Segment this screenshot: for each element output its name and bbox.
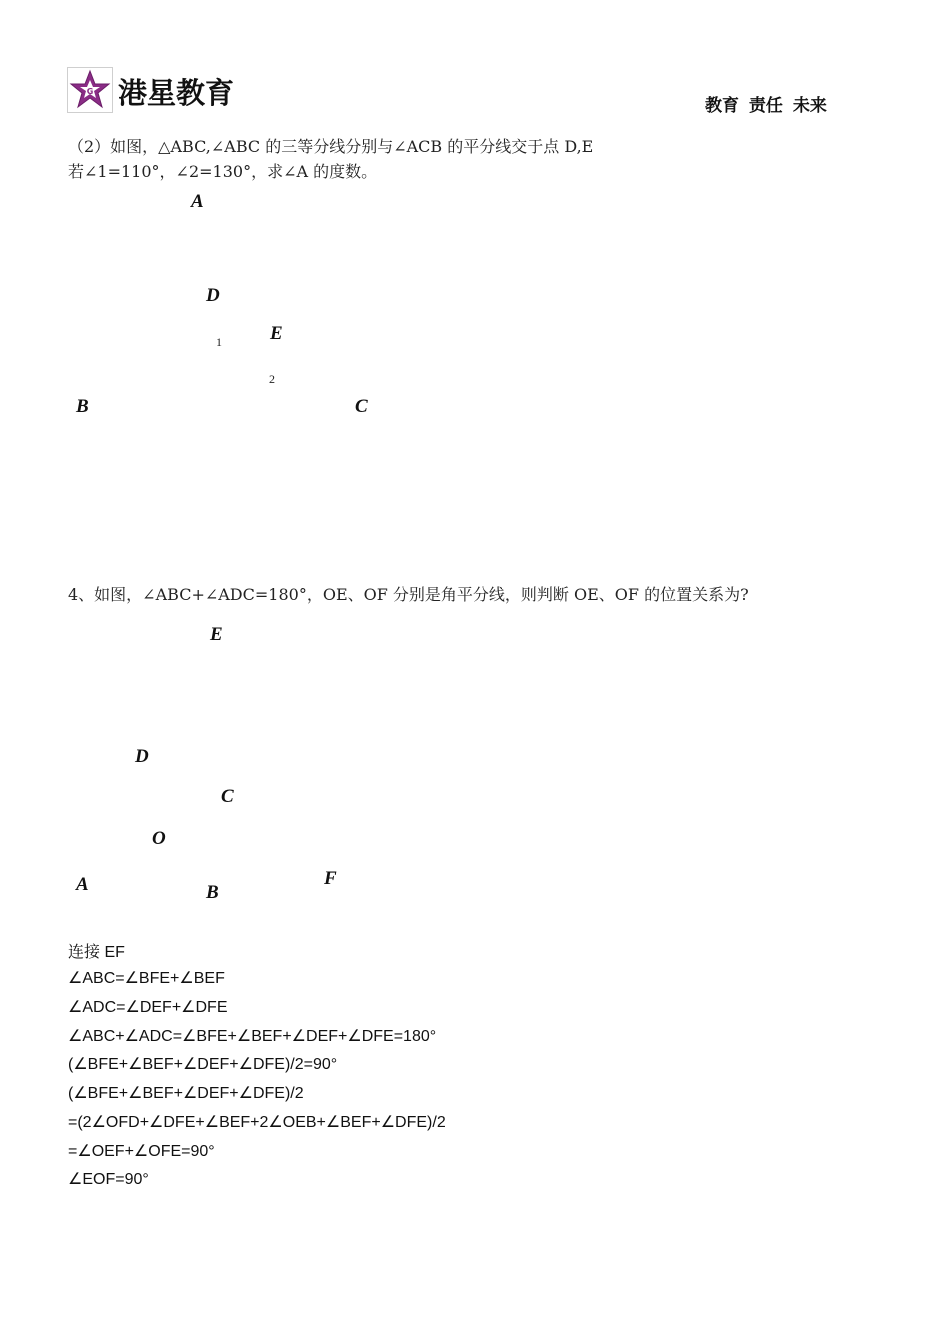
- logo: [67, 67, 113, 113]
- angle-label-2: 2: [269, 372, 275, 386]
- svg-text:G: G: [86, 87, 94, 96]
- point-label-D: D: [206, 285, 220, 306]
- problem2-line2: 若∠1=110°，∠2=130°，求∠A 的度数。: [68, 162, 378, 181]
- solution-line: (∠BFE+∠BEF+∠DEF+∠DFE)/2=90°: [68, 1056, 338, 1073]
- angle-label-1: 1: [216, 335, 222, 349]
- point-label-A: A: [76, 874, 89, 895]
- brand-name: 港星教育: [118, 76, 235, 110]
- point-label-D: D: [135, 746, 149, 767]
- solution-line: ∠EOF=90°: [68, 1171, 149, 1188]
- point-label-B: B: [76, 396, 89, 417]
- point-label-A: A: [191, 191, 204, 212]
- point-label-C: C: [355, 396, 368, 417]
- solution-line: ∠ABC+∠ADC=∠BFE+∠BEF+∠DEF+∠DFE=180°: [68, 1028, 437, 1045]
- point-label-C: C: [221, 786, 234, 807]
- point-label-B: B: [206, 882, 219, 903]
- point-label-E: E: [270, 323, 283, 344]
- solution-line: =(2∠OFD+∠DFE+∠BEF+2∠OEB+∠BEF+∠DFE)/2: [68, 1114, 446, 1131]
- solution-line: ∠ABC=∠BFE+∠BEF: [68, 970, 225, 987]
- point-label-F: F: [324, 868, 337, 889]
- solution-line: ∠ADC=∠DEF+∠DFE: [68, 999, 228, 1016]
- star-logo-icon: [68, 68, 112, 112]
- point-label-O: O: [152, 828, 166, 849]
- point-label-E: E: [210, 624, 223, 645]
- solution-line: =∠OEF+∠OFE=90°: [68, 1143, 215, 1160]
- slogan: 教育 责任 未来: [705, 96, 827, 116]
- problem2-line1: （2）如图，△ABC,∠ABC 的三等分线分别与∠ACB 的平分线交于点 D,E: [68, 137, 594, 156]
- problem4-line1: 4、如图，∠ABC+∠ADC=180°，OE、OF 分别是角平分线，则判断 OE、OF 的位置关系为?: [68, 585, 749, 604]
- solution-line: 连接 EF: [68, 944, 125, 961]
- solution-line: (∠BFE+∠BEF+∠DEF+∠DFE)/2: [68, 1085, 304, 1102]
